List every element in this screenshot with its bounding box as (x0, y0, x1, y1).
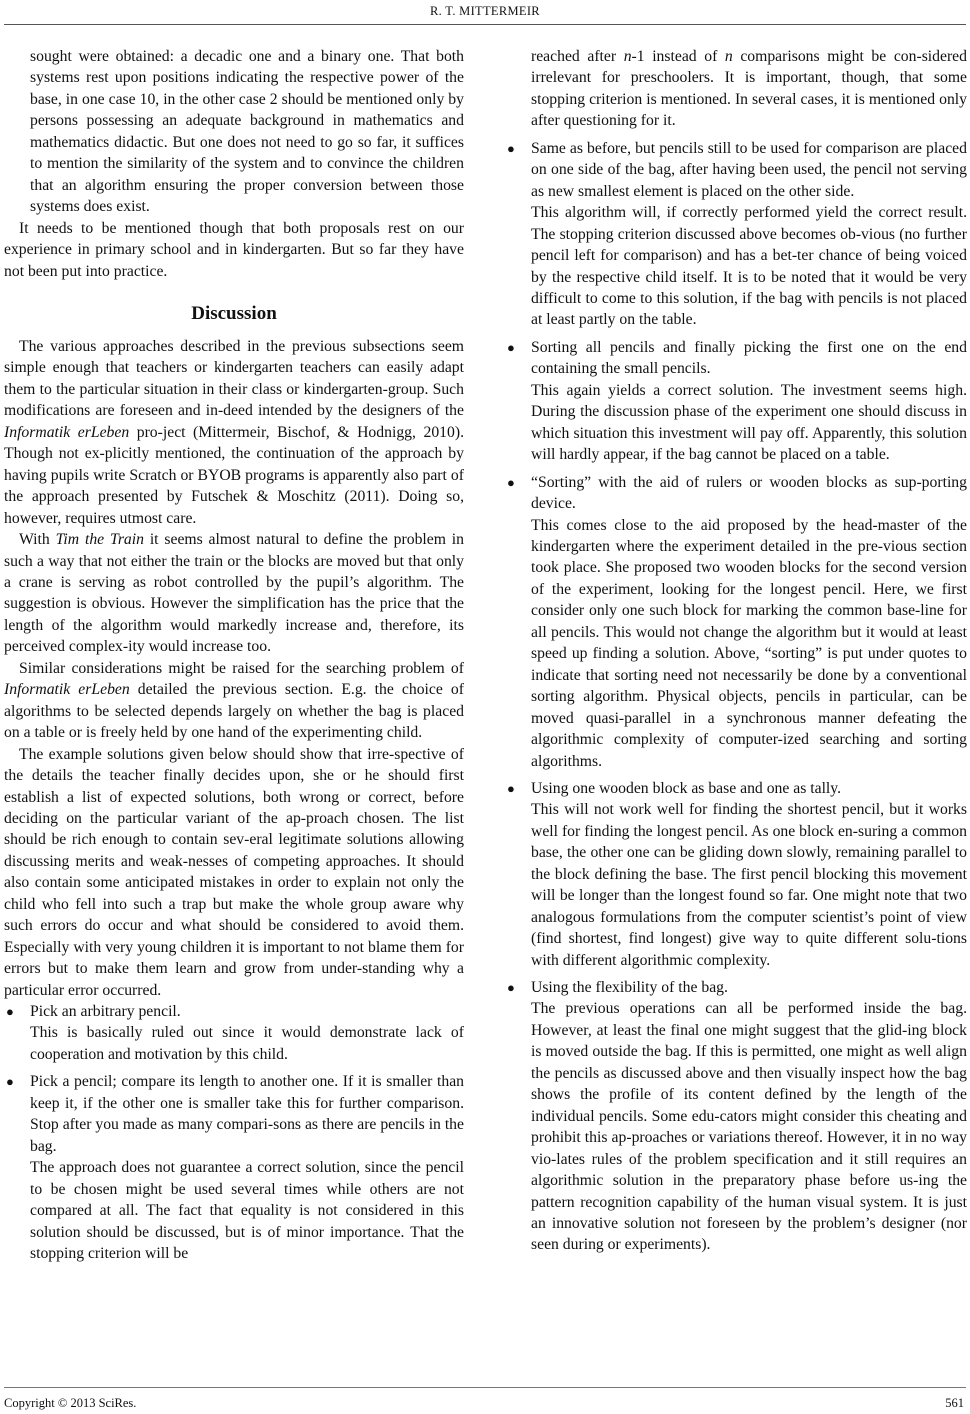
bullet-icon: ● (507, 140, 515, 156)
bullet-explanation: This comes close to the aid proposed by the head-master of the kindergarten where the experiment detailed in the pre-vious section took place. She proposed two wooden blocks for the second version of the experiment, looking for the longest pencil. Here, we first consider only one such block for marking the common base-line for all pencils. This would not change the algorithm but it would at least speed up finding a solution. Above, “sorting” is put under quotes to indicate that sorting need not necessarily be done by a conventional sorting algorithm. Physical objects, pencils in particular, can be moved quasi-parallel in a synchronous manner defeating the algorithmic complexity of computer-ized searching and sorting algorithms. (531, 516, 967, 770)
bullet-icon: ● (6, 1004, 14, 1020)
bullet-item: ● Same as before, but pencils still to be used for comparison are placed on one side of the bag, after having been used, the pencil not serving as new smallest element is placed on the other side. (507, 139, 967, 200)
bullet-explanation: This is basically ruled out since it would demonstrate lack of cooperation and motivation by this child. (30, 1024, 464, 1063)
copyright-notice: Copyright © 2013 SciRes. (4, 1396, 137, 1410)
right-column (505, 46, 967, 1256)
paragraph: With Tim the Train it seems almost natural to define the problem in such a way that not either the train or the blocks are moved but that only a crane is serving as robot controlled by the pupil’s algorithm. The suggestion is obvious. However the simplification has the price that the length of the algorithm would markedly increase and, therefore, its perceived complex-ity would increase too. (4, 531, 464, 656)
page-number: 561 (945, 1396, 964, 1410)
section-heading-discussion: Discussion (191, 302, 277, 324)
bullet-item: ● Pick a pencil; compare its length to another one. If it is smaller than keep it, if the other one is smaller take this for further comparison. Stop after you made as many compari-sons as there are pencils in the bag. (6, 1073, 464, 1155)
header-rule (4, 24, 966, 25)
bullet-item: ● “Sorting” with the aid of rulers or wooden blocks as sup-porting device. (507, 473, 967, 513)
bullet-explanation: The previous operations can all be performed inside the bag. However, at least the final one might suggest that the glid-ing block is moved outside the bag. If this is permitted, one might as well align the pencils as discussed above and then visually inspect how the bag shows the profile of its content defined by the length of the individual pencils. Some edu-cators might consider this cheating and prohibit this ap-proaches or variations thereof. However, it in no way vio-lates rules of the problem specification and it still requires an algorithmic solution in the preparatory phase before us-ing the pattern recognition capability of the human visual system. It is just an innovative solution not foreseen by the problem’s designer (nor seen during or experiments). (531, 1000, 967, 1254)
left-column (4, 46, 464, 1264)
bullet-icon: ● (507, 980, 515, 996)
paragraph: It needs to be mentioned though that both proposals rest on our experience in primary school and in kindergarten. But so far they have not been put into practice. (4, 219, 464, 280)
bullet-item: ● Pick an arbitrary pencil. (4, 1001, 464, 1022)
paragraph-continuation: sought were obtained: a decadic one and a binary one. That both systems rest upon positions indicating the respective power of the base, in one case 10, in the other case 2 should be mentioned only by persons possessing an adequate background in mathematics and mathematics didactic. But one does not need to go so far, it suffices to mention the similarity of the system and to convince the children that an algorithm ensuring the proper conversion between those systems does exist. (30, 48, 464, 216)
bullet-icon: ● (507, 474, 515, 490)
bullet-icon: ● (507, 339, 515, 355)
bullet-explanation: The approach does not guarantee a correct solution, since the pencil to be chosen might be used several times while others are not compared at all. The fact that equality is not considered in this solution should be discussed, but is of minor importance. That the stopping criterion will be (30, 1159, 464, 1263)
bullet-explanation: This algorithm will, if correctly performed yield the correct result. The stopping criterion discussed above becomes ob-vious (no further pencil left for comparison) and has a bet-ter chance of being voiced by the respective child itself. It is to be noted that it would be very difficult to come to this solution, if the bag with pencils is not placed at least partly on the table. (531, 204, 967, 329)
bullet-explanation-continuation: reached after n-1 instead of n comparisons might be con-sidered irrelevant for preschoolers. It is important, though, that some stopping criterion is mentioned. In several cases, it is mentioned only after questioning for it. (531, 48, 967, 130)
bullet-item: ● Using the flexibility of the bag. (505, 977, 967, 998)
paragraph: Similar considerations might be raised for the searching problem of Informatik erLeben detailed the previous section. E.g. the choice of algorithms to be selected depends largely on whether the bag is placed on a table or is freely held by one hand of the experimenting child. (4, 659, 464, 742)
bullet-item: ● Sorting all pencils and finally picking the first one on the end containing the small pencils. (507, 338, 967, 378)
bullet-icon: ● (6, 1074, 14, 1090)
bullet-explanation: This will not work well for finding the shortest pencil, but it works well for finding the longest pencil. As one block en-suring a common base, the other one can be gliding down slowly, remaining parallel to the block defining the base. The first pencil blocking this movement will be longer than the longest found so far. One might note that two analogous formulations from the computer scientist’s point of view (find shortest, find longest) give way to quite different solu-tions with different algorithmic complexity. (531, 801, 967, 969)
bullet-explanation: This again yields a correct solution. The investment seems high. During the discussion phase of the experiment one should discuss in which situation this investment will pay off. Apparently, this solution will hardly appear, if the bag cannot be placed on a table. (531, 381, 967, 464)
footer-rule (4, 1387, 966, 1388)
paragraph: The various approaches described in the previous subsections seem simple enough that teachers or kindergarten teachers can easily adapt them to the particular situation in their class or kindergarten-group. Such modifications are foreseen and in-deed intended by the designers of the Informatik erLeben pro-ject (Mittermeir, Bischof, & Hodnigg, 2010). Though not ex-plicitly mentioned, the continuation of the approach by having pupils write Scratch or BYOB programs is apparently also part of the approach presented by Futschek & Moschitz (2011). Doing so, however, requires utmost care. (4, 337, 464, 527)
paragraph: The example solutions given below should show that irre-spective of the details the teacher finally decides upon, she or he should first establish a list of expected solutions, both wrong or correct, before deciding on the particular variant of the ap-proach chosen. The list should be rich enough to contain sev-eral legitimate solutions allowing discussing merits and weak-nesses of competing approaches. It should also contain some anticipated mistakes in order to explain not only the child who fell into such a trap but make the whole group aware why such errors do occur and what should be considered to avoid them. Especially with very young children it is important to not blame them for errors but to make them learn and grow from under-standing why a particular error occurred. (4, 745, 464, 999)
bullet-item: ● Using one wooden block as base and one as tally. (505, 778, 967, 799)
bullet-icon: ● (507, 780, 515, 796)
running-head: R. T. MITTERMEIR (430, 4, 540, 18)
